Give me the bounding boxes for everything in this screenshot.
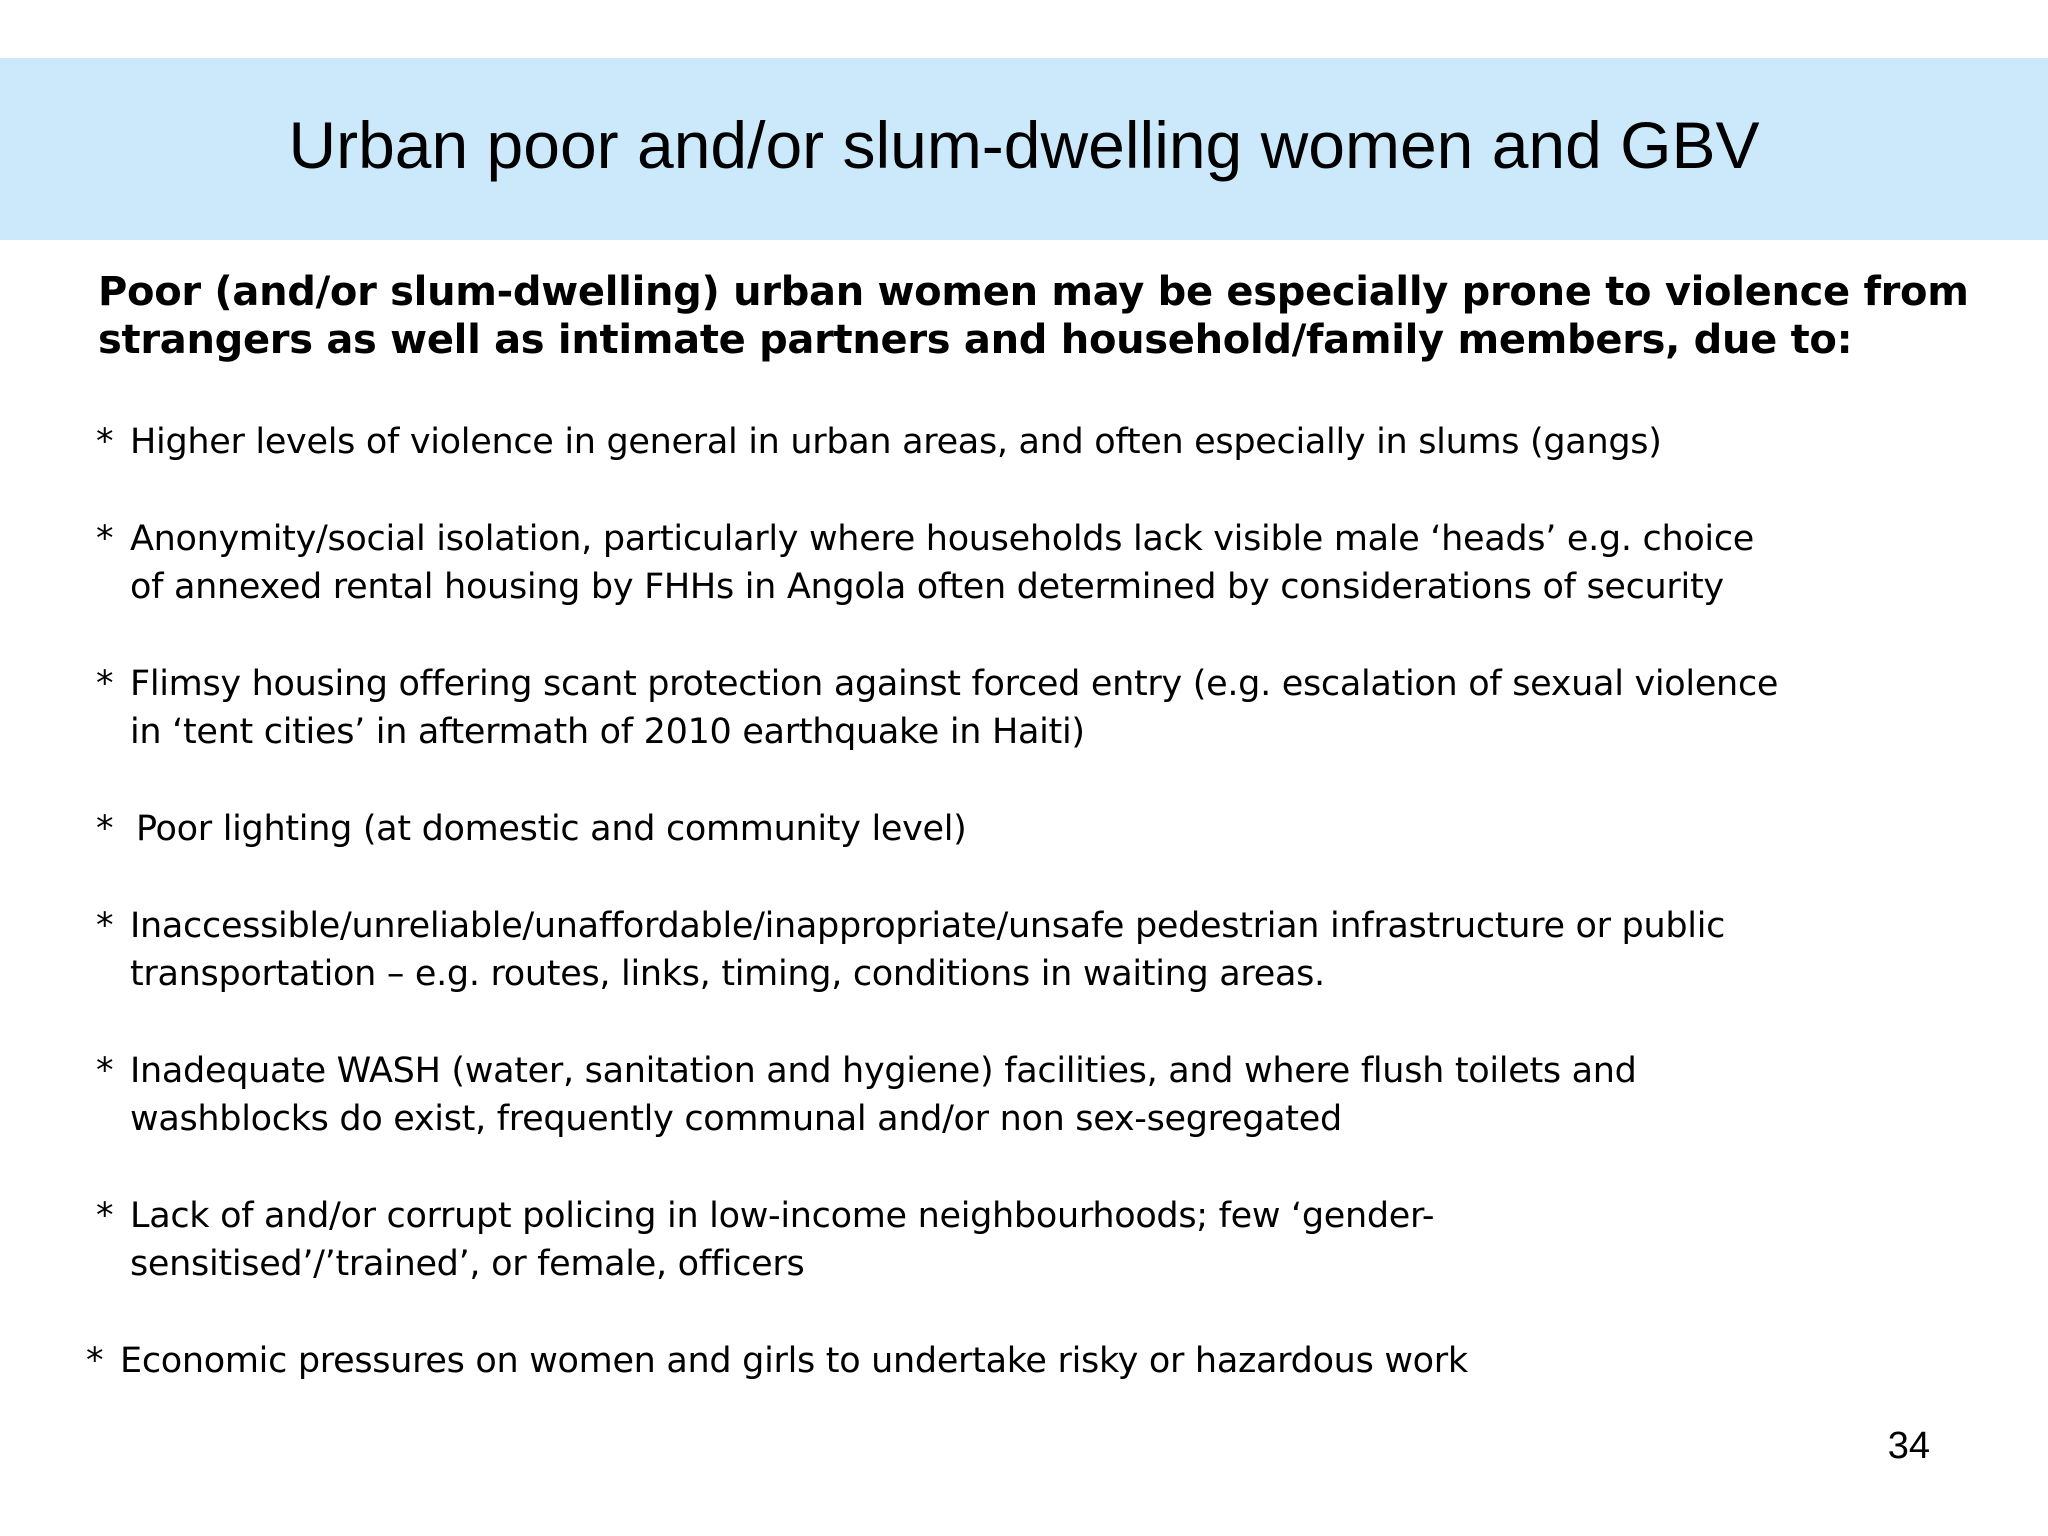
bullet-marker: * — [96, 906, 114, 946]
intro-text: Poor (and/or slum-dwelling) urban women may be especially prone to violence from strangers as well as intimate partners and household/family members, due to: — [98, 269, 1969, 363]
bullet-text: Inaccessible/unreliable/unaffordable/inappropriate/unsafe pedestrian infrastructure or public transportation – e.g. routes, links, timing, conditions in waiting areas. — [130, 906, 1726, 994]
bullet-text: Higher levels of violence in general in urban areas, and often especially in slums (gangs) — [130, 422, 1662, 462]
bullet-item — [96, 805, 1956, 853]
bullet-text: Economic pressures on women and girls to undertake risky or hazardous work — [120, 1341, 1468, 1381]
bullet-text: Flimsy housing offering scant protection against forced entry (e.g. escalation of sexual violence in ‘tent cities’ in aftermath of 2010 earthquake in Haiti) — [130, 664, 1779, 752]
bullet-text: Lack of and/or corrupt policing in low-income neighbourhoods; few ‘gender- sensitised’/’trained’, or female, officers — [130, 1196, 1435, 1284]
bullet-marker: * — [96, 809, 114, 849]
bullet-marker: * — [86, 1341, 104, 1381]
title-band — [0, 58, 2048, 240]
bullet-marker: * — [96, 1196, 114, 1236]
bullet-item — [96, 515, 1956, 611]
bullet-item — [96, 1192, 1956, 1288]
bullet-item — [96, 418, 1956, 466]
bullet-text: Anonymity/social isolation, particularly where households lack visible male ‘heads’ e.g. choice of annexed rental housing by FHHs in Angola often determined by considerations of security — [130, 519, 1755, 607]
bullet-marker: * — [96, 664, 114, 704]
bullet-item — [86, 1337, 1946, 1385]
bullet-marker: * — [96, 422, 114, 462]
bullet-text: Inadequate WASH (water, sanitation and hygiene) facilities, and where flush toilets and washblocks do exist, frequently communal and/or non sex-segregated — [130, 1051, 1637, 1139]
bullet-text: Poor lighting (at domestic and community level) — [136, 809, 967, 849]
bullet-item — [96, 902, 1956, 998]
bullet-marker: * — [96, 1051, 114, 1091]
bullet-marker: * — [96, 519, 114, 559]
bullet-item — [96, 1047, 1956, 1143]
bullet-item — [96, 660, 1956, 756]
slide-title: Urban poor and/or slum-dwelling women and GBV — [288, 108, 1760, 182]
page-number: 34 — [1887, 1425, 1930, 1467]
